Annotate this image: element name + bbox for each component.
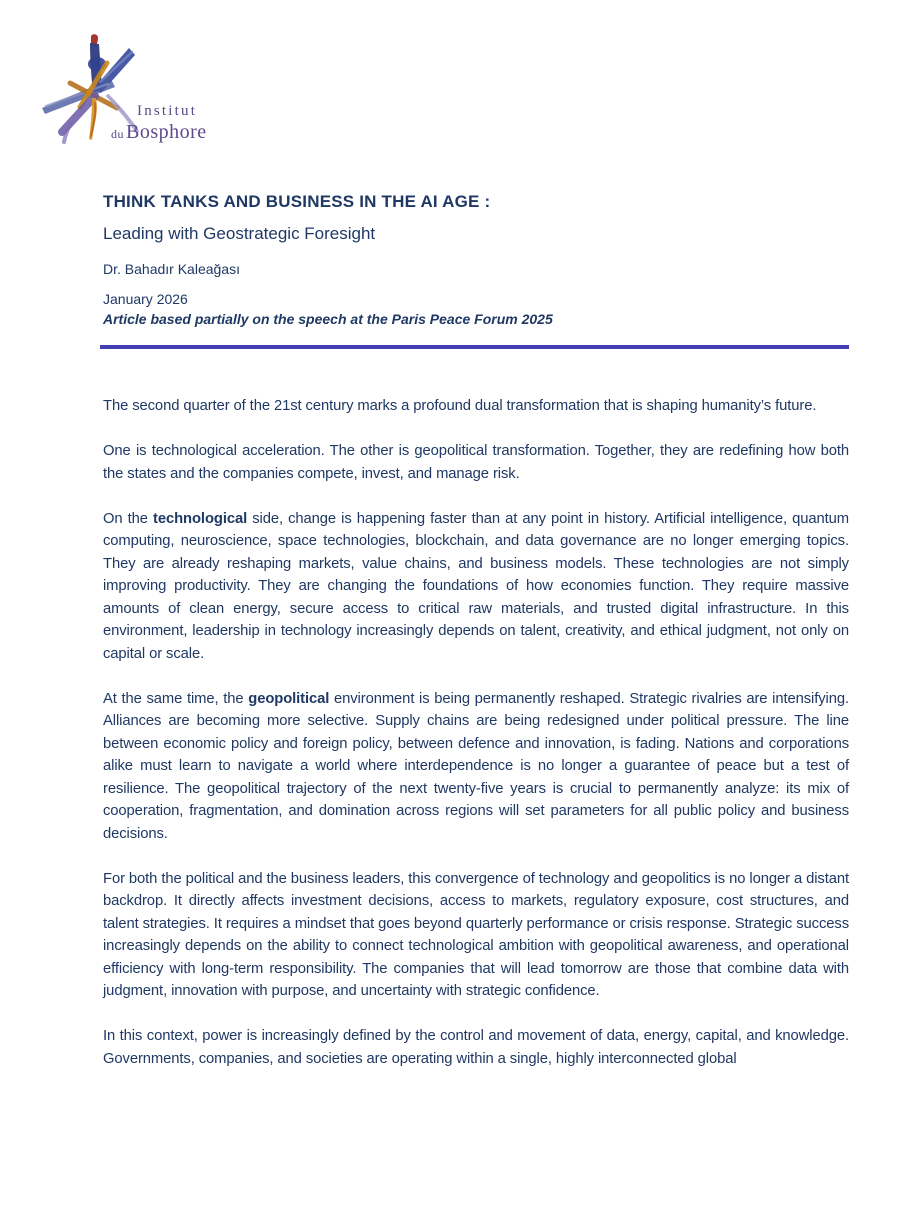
logo-text-bosphore: Bosphore — [126, 121, 207, 143]
text-segment: geopolitical — [248, 690, 330, 707]
text-segment: side, change is happening faster than at any point in history. Artificial intelligence, quantum computing, neuroscience, space technologies, blockchain, and data governance are no longer emerging topics. They are already reshaping markets, value chains, and business models. These technologies are not simply improving productivity. They are changing the foundations of how economies function. They require massive amounts of clean energy, secure access to critical raw materials, and trusted digital infrastructure. In this environment, leadership in technology increasingly depends on talent, creativity, and ethical judgment, not only on capital or scale. — [103, 510, 849, 662]
logo-text-du: du — [111, 127, 124, 141]
article-paragraph — [103, 1025, 849, 1070]
article-author: Dr. Bahadır Kaleağası — [103, 261, 240, 277]
text-segment: technological — [153, 510, 248, 527]
article-paragraph — [103, 508, 849, 666]
article-paragraph — [103, 395, 849, 418]
text-segment: On the — [103, 510, 154, 527]
text-segment: At the same time, the — [103, 690, 249, 707]
article-subtitle: Leading with Geostrategic Foresight — [103, 224, 376, 243]
article-title: THINK TANKS AND BUSINESS IN THE AI AGE : — [103, 192, 491, 211]
text-segment: In this context, power is increasingly defined by the control and movement of data, energy, capital, and knowledge. Governments, companies, and societies are operating within a single, highly interconnected global — [103, 1028, 849, 1067]
logo-text-du-bosphore — [111, 122, 207, 142]
logo — [40, 28, 225, 153]
article-paragraph — [103, 688, 849, 846]
article-body — [103, 395, 849, 1093]
text-segment: environment is being permanently reshaped. Strategic rivalries are intensifying. Alliances are becoming more selective. Supply chains are being redesigned under political pressure. The line between economic policy and foreign policy, between defence and innovation, is fading. Nations and corporations alike must learn to navigate a world where interdependence is no longer a guarantee of peace but a test of resilience. The geopolitical trajectory of the next twenty-five years is crucial to permanently analyze: its mix of cooperation, fragmentation, and domination across regions will set parameters for all public policy and business decisions. — [103, 690, 849, 842]
article-note: Article based partially on the speech at the Paris Peace Forum 2025 — [103, 311, 553, 327]
text-segment: The second quarter of the 21st century marks a profound dual transformation that is shaping humanity’s future. — [103, 398, 817, 414]
logo-text-institut: Institut — [137, 103, 198, 119]
article-paragraph — [103, 440, 849, 485]
text-segment: For both the political and the business leaders, this convergence of technology and geopolitics is no longer a distant backdrop. It directly affects investment decisions, access to markets, regulatory exposure, cost structures, and talent strategies. It requires a mindset that goes beyond quarterly performance or crisis response. Strategic success increasingly depends on the ability to connect technological ambition with geopolitical awareness, and operational efficiency with long-term responsibility. The companies that will lead tomorrow are those that combine data with judgment, innovation with purpose, and uncertainty with strategic confidence. — [103, 870, 849, 999]
text-segment: One is technological acceleration. The other is geopolitical transformation. Together, they are redefining how both the states and the companies compete, invest, and manage risk. — [103, 443, 849, 482]
article-date: January 2026 — [103, 291, 188, 307]
logo-wordmark — [111, 104, 207, 142]
article-paragraph — [103, 868, 849, 1003]
divider-rule — [100, 345, 849, 349]
